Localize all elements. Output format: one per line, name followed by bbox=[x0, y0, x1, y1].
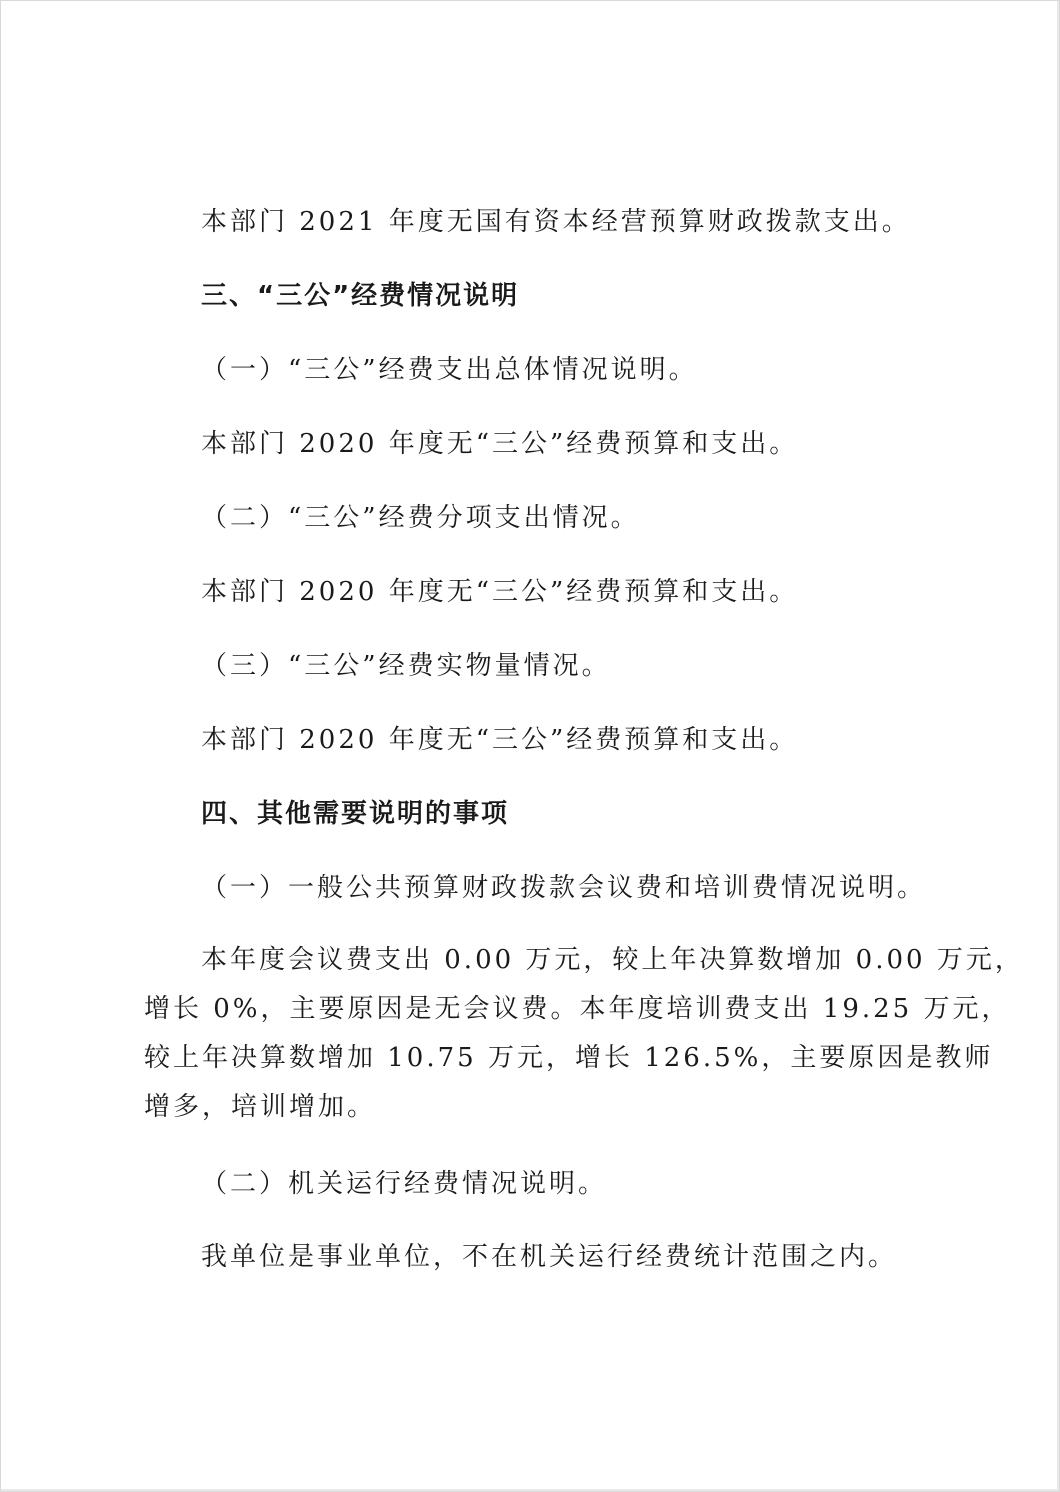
paragraph-state-capital: 本部门 2021 年度无国有资本经营预算财政拨款支出。 bbox=[201, 207, 911, 237]
text-line: 本年度会议费支出 0.00 万元，较上年决算数增加 0.00 万元， bbox=[201, 945, 1024, 975]
heading-three-public: 三、“三公”经费情况说明 bbox=[201, 281, 520, 311]
paragraph-physical-body: 本部门 2020 年度无“三公”经费预算和支出。 bbox=[201, 725, 799, 755]
paragraph-overall-body: 本部门 2020 年度无“三公”经费预算和支出。 bbox=[201, 429, 799, 459]
paragraph-operating-expenses-body: 我单位是事业单位，不在机关运行经费统计范围之内。 bbox=[201, 1242, 898, 1272]
subheading-physical: （三）“三公”经费实物量情况。 bbox=[201, 651, 611, 681]
text-line: 增长 0%，主要原因是无会议费。本年度培训费支出 19.25 万元， bbox=[144, 994, 1011, 1024]
subheading-meeting-training: （一）一般公共预算财政拨款会议费和培训费情况说明。 bbox=[201, 873, 927, 903]
heading-other-matters: 四、其他需要说明的事项 bbox=[201, 799, 510, 829]
subheading-itemized: （二）“三公”经费分项支出情况。 bbox=[201, 503, 640, 533]
subheading-overall: （一）“三公”经费支出总体情况说明。 bbox=[201, 355, 698, 385]
text-line: 增多，培训增加。 bbox=[144, 1092, 377, 1122]
subheading-operating-expenses: （二）机关运行经费情况说明。 bbox=[201, 1169, 608, 1199]
text-line: 较上年决算数增加 10.75 万元，增长 126.5%，主要原因是教师 bbox=[144, 1043, 994, 1073]
paragraph-itemized-body: 本部门 2020 年度无“三公”经费预算和支出。 bbox=[201, 577, 799, 607]
paragraph-meeting-training-body bbox=[144, 936, 1024, 1132]
